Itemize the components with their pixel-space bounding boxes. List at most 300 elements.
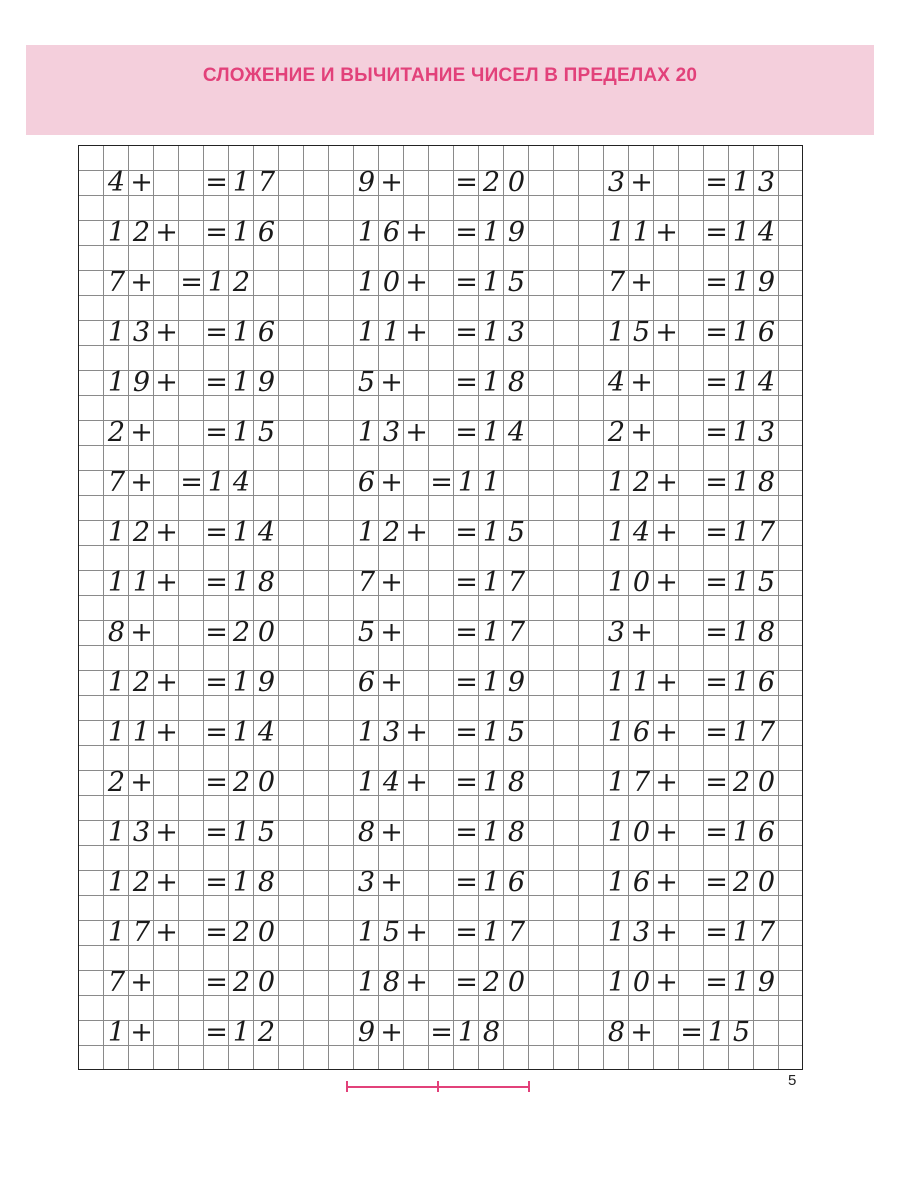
addend-digit: 2: [132, 217, 151, 248]
plus-sign: +: [130, 967, 153, 998]
sum-digit: 5: [507, 267, 526, 298]
plus-sign: +: [655, 867, 678, 898]
addend-digit: 1: [357, 717, 376, 748]
plus-sign: +: [155, 517, 178, 548]
addend-digit: 1: [607, 217, 626, 248]
plus-sign: +: [155, 567, 178, 598]
plus-sign: +: [380, 167, 403, 198]
sum-digit: 1: [732, 217, 751, 248]
addend-digit: 1: [607, 817, 626, 848]
sum-digit: 2: [232, 917, 251, 948]
addend-digit: 1: [107, 817, 126, 848]
sum-digit: 2: [732, 767, 751, 798]
addend-digit: 7: [632, 767, 651, 798]
addend-digit: 1: [107, 567, 126, 598]
addend-digit: 5: [357, 617, 376, 648]
addend-digit: 1: [107, 217, 126, 248]
sum-digit: 1: [482, 267, 501, 298]
plus-sign: +: [155, 917, 178, 948]
addend-digit: 1: [357, 267, 376, 298]
equals-sign: =: [430, 1017, 453, 1048]
plus-sign: +: [405, 317, 428, 348]
equals-sign: =: [705, 967, 728, 998]
addend-digit: 6: [632, 867, 651, 898]
addend-digit: 7: [607, 267, 626, 298]
plus-sign: +: [405, 717, 428, 748]
plus-sign: +: [405, 967, 428, 998]
sum-digit: 4: [257, 717, 276, 748]
addend-digit: 1: [607, 867, 626, 898]
equals-sign: =: [705, 267, 728, 298]
equals-sign: =: [705, 817, 728, 848]
sum-digit: 0: [257, 767, 276, 798]
sum-digit: 1: [482, 467, 501, 498]
sum-digit: 9: [757, 967, 776, 998]
sum-digit: 1: [482, 767, 501, 798]
sum-digit: 0: [257, 967, 276, 998]
addend-digit: 8: [357, 817, 376, 848]
addend-digit: 1: [107, 317, 126, 348]
equals-sign: =: [680, 1017, 703, 1048]
sum-digit: 0: [507, 167, 526, 198]
equals-sign: =: [705, 467, 728, 498]
addend-digit: 5: [357, 367, 376, 398]
sum-digit: 6: [257, 217, 276, 248]
sum-digit: 9: [257, 667, 276, 698]
plus-sign: +: [405, 517, 428, 548]
sum-digit: 7: [507, 917, 526, 948]
addend-digit: 1: [107, 517, 126, 548]
addend-digit: 6: [357, 667, 376, 698]
plus-sign: +: [380, 867, 403, 898]
sum-digit: 1: [232, 1017, 251, 1048]
addend-digit: 0: [632, 567, 651, 598]
sum-digit: 5: [257, 817, 276, 848]
addend-digit: 7: [107, 267, 126, 298]
addend-digit: 9: [132, 367, 151, 398]
sum-digit: 1: [482, 617, 501, 648]
plus-sign: +: [380, 817, 403, 848]
sum-digit: 6: [757, 817, 776, 848]
sum-digit: 8: [507, 817, 526, 848]
sum-digit: 0: [257, 617, 276, 648]
addend-digit: 1: [607, 517, 626, 548]
plus-sign: +: [155, 217, 178, 248]
sum-digit: 7: [757, 717, 776, 748]
sum-digit: 8: [257, 567, 276, 598]
addend-digit: 4: [607, 367, 626, 398]
sum-digit: 8: [757, 467, 776, 498]
addend-digit: 1: [607, 467, 626, 498]
sum-digit: 1: [232, 417, 251, 448]
plus-sign: +: [405, 267, 428, 298]
plus-sign: +: [130, 167, 153, 198]
plus-sign: +: [655, 317, 678, 348]
sum-digit: 1: [232, 367, 251, 398]
equals-sign: =: [205, 517, 228, 548]
plus-sign: +: [380, 567, 403, 598]
plus-sign: +: [405, 217, 428, 248]
addend-digit: 5: [632, 317, 651, 348]
plus-sign: +: [655, 917, 678, 948]
equals-sign: =: [705, 617, 728, 648]
sum-digit: 1: [232, 567, 251, 598]
equals-sign: =: [455, 367, 478, 398]
equals-sign: =: [705, 567, 728, 598]
plus-sign: +: [130, 767, 153, 798]
addend-digit: 3: [632, 917, 651, 948]
sum-digit: 8: [757, 617, 776, 648]
equals-sign: =: [705, 367, 728, 398]
addend-digit: 1: [107, 1017, 126, 1048]
decorative-tick: [346, 1081, 348, 1092]
addend-digit: 1: [132, 567, 151, 598]
sum-digit: 3: [757, 417, 776, 448]
addend-digit: 7: [107, 467, 126, 498]
sum-digit: 1: [732, 917, 751, 948]
sum-digit: 1: [732, 417, 751, 448]
equals-sign: =: [180, 267, 203, 298]
sum-digit: 0: [757, 767, 776, 798]
addend-digit: 9: [357, 167, 376, 198]
addend-digit: 1: [132, 717, 151, 748]
sum-digit: 0: [757, 867, 776, 898]
addend-digit: 1: [357, 217, 376, 248]
sum-digit: 2: [482, 167, 501, 198]
sum-digit: 1: [732, 717, 751, 748]
plus-sign: +: [380, 1017, 403, 1048]
sum-digit: 2: [232, 617, 251, 648]
sum-digit: 1: [732, 817, 751, 848]
addend-digit: 1: [607, 667, 626, 698]
addend-digit: 4: [382, 767, 401, 798]
addend-digit: 1: [107, 867, 126, 898]
sum-digit: 1: [482, 517, 501, 548]
sum-digit: 9: [507, 667, 526, 698]
sum-digit: 8: [482, 1017, 501, 1048]
plus-sign: +: [155, 317, 178, 348]
equals-sign: =: [205, 867, 228, 898]
sum-digit: 1: [232, 217, 251, 248]
sum-digit: 5: [507, 517, 526, 548]
addend-digit: 9: [357, 1017, 376, 1048]
addend-digit: 1: [107, 367, 126, 398]
sum-digit: 1: [482, 417, 501, 448]
sum-digit: 6: [757, 317, 776, 348]
decorative-tick: [528, 1081, 530, 1092]
addend-digit: 4: [107, 167, 126, 198]
sum-digit: 1: [457, 1017, 476, 1048]
addend-digit: 4: [632, 517, 651, 548]
equals-sign: =: [205, 367, 228, 398]
sum-digit: 9: [757, 267, 776, 298]
plus-sign: +: [405, 417, 428, 448]
equals-sign: =: [205, 567, 228, 598]
addend-digit: 1: [607, 967, 626, 998]
equals-sign: =: [455, 917, 478, 948]
equals-sign: =: [205, 217, 228, 248]
addend-digit: 1: [607, 767, 626, 798]
sum-digit: 1: [732, 367, 751, 398]
sum-digit: 5: [732, 1017, 751, 1048]
plus-sign: +: [405, 767, 428, 798]
plus-sign: +: [655, 767, 678, 798]
plus-sign: +: [655, 217, 678, 248]
plus-sign: +: [630, 1017, 653, 1048]
sum-digit: 2: [732, 867, 751, 898]
addend-digit: 2: [132, 517, 151, 548]
sum-digit: 4: [507, 417, 526, 448]
addend-digit: 8: [607, 1017, 626, 1048]
plus-sign: +: [380, 367, 403, 398]
page-title: СЛОЖЕНИЕ И ВЫЧИТАНИЕ ЧИСЕЛ В ПРЕДЕЛАХ 20: [202, 65, 698, 86]
sum-digit: 7: [507, 567, 526, 598]
plus-sign: +: [130, 467, 153, 498]
addend-digit: 1: [107, 917, 126, 948]
sum-digit: 0: [507, 967, 526, 998]
equals-sign: =: [205, 917, 228, 948]
sum-digit: 1: [482, 317, 501, 348]
addend-digit: 1: [357, 317, 376, 348]
sum-digit: 1: [482, 367, 501, 398]
equals-sign: =: [205, 317, 228, 348]
addend-digit: 3: [607, 167, 626, 198]
addend-digit: 3: [357, 867, 376, 898]
plus-sign: +: [655, 717, 678, 748]
plus-sign: +: [155, 367, 178, 398]
sum-digit: 1: [482, 867, 501, 898]
sum-digit: 4: [232, 467, 251, 498]
sum-digit: 4: [257, 517, 276, 548]
addend-digit: 0: [632, 967, 651, 998]
addend-digit: 1: [357, 517, 376, 548]
equals-sign: =: [705, 317, 728, 348]
sum-digit: 1: [732, 267, 751, 298]
exercise-grid: [78, 145, 803, 1070]
sum-digit: 6: [757, 667, 776, 698]
sum-digit: 1: [482, 217, 501, 248]
plus-sign: +: [380, 617, 403, 648]
sum-digit: 1: [732, 517, 751, 548]
sum-digit: 0: [257, 917, 276, 948]
plus-sign: +: [380, 467, 403, 498]
addend-digit: 1: [107, 667, 126, 698]
plus-sign: +: [655, 667, 678, 698]
equals-sign: =: [705, 517, 728, 548]
addend-digit: 3: [132, 817, 151, 848]
plus-sign: +: [405, 917, 428, 948]
plus-sign: +: [130, 417, 153, 448]
sum-digit: 1: [457, 467, 476, 498]
addend-digit: 0: [382, 267, 401, 298]
equals-sign: =: [705, 917, 728, 948]
page-number: 5: [788, 1072, 797, 1089]
sum-digit: 1: [232, 717, 251, 748]
equals-sign: =: [205, 1017, 228, 1048]
plus-sign: +: [630, 267, 653, 298]
plus-sign: +: [130, 617, 153, 648]
addend-digit: 2: [607, 417, 626, 448]
equals-sign: =: [705, 717, 728, 748]
equals-sign: =: [430, 467, 453, 498]
sum-digit: 1: [732, 667, 751, 698]
plus-sign: +: [155, 667, 178, 698]
sum-digit: 7: [757, 917, 776, 948]
equals-sign: =: [455, 867, 478, 898]
equals-sign: =: [705, 417, 728, 448]
sum-digit: 2: [232, 967, 251, 998]
addend-digit: 1: [632, 217, 651, 248]
sum-digit: 3: [757, 167, 776, 198]
plus-sign: +: [655, 517, 678, 548]
addend-digit: 1: [382, 317, 401, 348]
sum-digit: 6: [257, 317, 276, 348]
addend-digit: 2: [107, 767, 126, 798]
plus-sign: +: [155, 717, 178, 748]
equals-sign: =: [455, 767, 478, 798]
equals-sign: =: [455, 167, 478, 198]
plus-sign: +: [630, 167, 653, 198]
plus-sign: +: [655, 467, 678, 498]
addend-digit: 1: [357, 917, 376, 948]
sum-digit: 5: [257, 417, 276, 448]
sum-digit: 1: [207, 467, 226, 498]
equals-sign: =: [205, 817, 228, 848]
addend-digit: 3: [132, 317, 151, 348]
addend-digit: 2: [132, 867, 151, 898]
sum-digit: 1: [732, 617, 751, 648]
equals-sign: =: [705, 667, 728, 698]
equals-sign: =: [705, 217, 728, 248]
plus-sign: +: [630, 367, 653, 398]
addend-digit: 8: [382, 967, 401, 998]
equals-sign: =: [455, 217, 478, 248]
addend-digit: 2: [132, 667, 151, 698]
plus-sign: +: [130, 267, 153, 298]
sum-digit: 2: [257, 1017, 276, 1048]
sum-digit: 1: [232, 317, 251, 348]
sum-digit: 6: [507, 867, 526, 898]
sum-digit: 1: [732, 567, 751, 598]
header-banner: [26, 45, 874, 135]
equals-sign: =: [205, 417, 228, 448]
addend-digit: 2: [382, 517, 401, 548]
equals-sign: =: [205, 767, 228, 798]
plus-sign: +: [155, 817, 178, 848]
sum-digit: 4: [757, 217, 776, 248]
equals-sign: =: [455, 317, 478, 348]
equals-sign: =: [455, 817, 478, 848]
sum-digit: 1: [732, 317, 751, 348]
addend-digit: 5: [382, 917, 401, 948]
equals-sign: =: [205, 717, 228, 748]
sum-digit: 1: [482, 917, 501, 948]
addend-digit: 1: [607, 567, 626, 598]
equals-sign: =: [205, 967, 228, 998]
addend-digit: 1: [607, 717, 626, 748]
equals-sign: =: [455, 417, 478, 448]
addend-digit: 8: [107, 617, 126, 648]
equals-sign: =: [205, 167, 228, 198]
plus-sign: +: [130, 1017, 153, 1048]
equals-sign: =: [180, 467, 203, 498]
plus-sign: +: [655, 567, 678, 598]
addend-digit: 6: [632, 717, 651, 748]
sum-digit: 2: [232, 267, 251, 298]
sum-digit: 1: [232, 167, 251, 198]
sum-digit: 1: [732, 967, 751, 998]
sum-digit: 8: [507, 767, 526, 798]
sum-digit: 2: [232, 767, 251, 798]
addend-digit: 3: [382, 417, 401, 448]
addend-digit: 7: [107, 967, 126, 998]
plus-sign: +: [155, 867, 178, 898]
sum-digit: 1: [482, 717, 501, 748]
equals-sign: =: [205, 617, 228, 648]
equals-sign: =: [705, 167, 728, 198]
sum-digit: 1: [707, 1017, 726, 1048]
sum-digit: 4: [757, 367, 776, 398]
sum-digit: 1: [482, 567, 501, 598]
plus-sign: +: [655, 817, 678, 848]
equals-sign: =: [205, 667, 228, 698]
sum-digit: 1: [232, 867, 251, 898]
addend-digit: 2: [632, 467, 651, 498]
sum-digit: 9: [257, 367, 276, 398]
plus-sign: +: [630, 617, 653, 648]
sum-digit: 1: [207, 267, 226, 298]
equals-sign: =: [455, 667, 478, 698]
plus-sign: +: [380, 667, 403, 698]
equals-sign: =: [705, 767, 728, 798]
sum-digit: 1: [482, 817, 501, 848]
addend-digit: 1: [607, 317, 626, 348]
sum-digit: 3: [507, 317, 526, 348]
sum-digit: 7: [257, 167, 276, 198]
decorative-tick: [437, 1081, 439, 1092]
equals-sign: =: [455, 517, 478, 548]
sum-digit: 1: [732, 467, 751, 498]
sum-digit: 7: [507, 617, 526, 648]
addend-digit: 6: [382, 217, 401, 248]
sum-digit: 5: [507, 717, 526, 748]
addend-digit: 3: [607, 617, 626, 648]
sum-digit: 7: [757, 517, 776, 548]
plus-sign: +: [655, 967, 678, 998]
addend-digit: 1: [632, 667, 651, 698]
sum-digit: 1: [232, 517, 251, 548]
addend-digit: 1: [357, 967, 376, 998]
plus-sign: +: [630, 417, 653, 448]
addend-digit: 2: [107, 417, 126, 448]
sum-digit: 1: [482, 667, 501, 698]
addend-digit: 1: [607, 917, 626, 948]
sum-digit: 8: [507, 367, 526, 398]
sum-digit: 1: [232, 817, 251, 848]
sum-digit: 8: [257, 867, 276, 898]
sum-digit: 1: [732, 167, 751, 198]
equals-sign: =: [455, 717, 478, 748]
addend-digit: 0: [632, 817, 651, 848]
sum-digit: 2: [482, 967, 501, 998]
equals-sign: =: [455, 967, 478, 998]
addend-digit: 7: [132, 917, 151, 948]
addend-digit: 6: [357, 467, 376, 498]
equals-sign: =: [705, 867, 728, 898]
addend-digit: 1: [357, 417, 376, 448]
equals-sign: =: [455, 567, 478, 598]
sum-digit: 5: [757, 567, 776, 598]
